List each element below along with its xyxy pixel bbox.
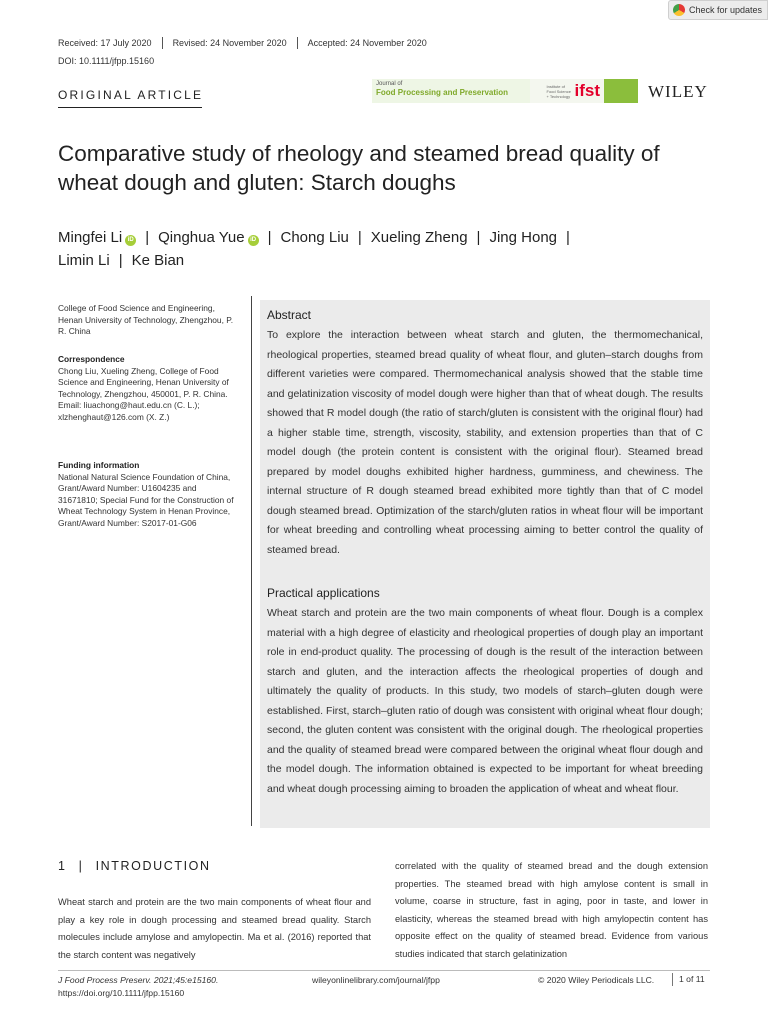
sidebar-divider — [251, 296, 252, 826]
updates-icon — [673, 4, 685, 16]
author-list: Mingfei Li iD | Qinghua Yue iD | Chong Liu | Xueling Zheng | Jing Hong | Limin Li | Ke Bian — [58, 229, 570, 269]
introduction-heading: 1 | INTRODUCTION — [58, 859, 211, 873]
article-type: ORIGINAL ARTICLE — [58, 88, 204, 102]
banner-accent — [604, 79, 638, 103]
footer-citation-block — [58, 974, 218, 1000]
doi: DOI: 10.1111/jfpp.15160 — [58, 56, 155, 66]
section-number: 1 — [58, 859, 67, 873]
abstract-heading: Abstract — [267, 308, 312, 322]
author-name[interactable]: Ke Bian — [131, 252, 185, 269]
article-type-rule — [58, 107, 202, 108]
author-name[interactable]: Limin Li — [58, 252, 110, 269]
intro-right-column: correlated with the quality of steamed bread and the dough extension properties. The steamed bread with high amylose content is small in volume, coarse in structure, fast in aging, poor in taste, and lower in elasticity, whereas the steamed bread with high amylopectin content has opposite effect on the quality of steamed bread. Evidence from various studies indicated that starch gelatinization — [395, 861, 708, 959]
publisher-logo: WILEY — [648, 82, 708, 101]
footer-site-link[interactable]: wileyonlinelibrary.com/journal/jfpp — [312, 975, 440, 985]
author-name[interactable]: Qinghua Yue — [158, 229, 245, 246]
accepted-date: Accepted: 24 November 2020 — [297, 37, 437, 49]
practical-applications-text: Wheat starch and protein are the two main components of wheat flour. Dough is a complex material with a high degree of elasticity and rheological properties of dough play an important role in end-product quality. The processing of dough is the result of the interaction between starch and gluten, and the interaction affects the rheological properties of dough and ultimately the quality of products. In this study, two models of starch–gluten dough were established. First, starch–gluten ratio of dough was consistent with original wheat flour dough; second, the gluten content was consistent with the original dough. The rheological properties and the quality of steamed bread were compared between the original wheat flour dough and the model dough. The information obtained is expected to be important for wheat breeding and wheat dough processing aiming to broaden the application of wheat and wheat flour. — [267, 607, 703, 795]
author-name[interactable]: Jing Hong — [489, 229, 557, 246]
history-dates — [58, 37, 437, 49]
check-for-updates-label: Check for updates — [689, 5, 763, 15]
funding-heading: Funding information — [58, 460, 140, 470]
orcid-icon[interactable]: iD — [248, 235, 259, 246]
journal-of-label: Journal of — [376, 81, 403, 87]
section-title: INTRODUCTION — [95, 859, 211, 873]
correspondence-email[interactable]: Email: liuachong@haut.edu.cn (C. L.); xlzhenghaut@126.com (X. Z.) — [58, 400, 200, 422]
practical-applications-heading: Practical applications — [267, 586, 380, 600]
author-name[interactable]: Xueling Zheng — [370, 229, 468, 246]
correspondence-text: Chong Liu, Xueling Zheng, College of Food Science and Engineering, Henan University of Technology, Zhengzhou, 450001, P. R. China. — [58, 365, 229, 399]
author-name[interactable]: Chong Liu — [280, 229, 349, 246]
footer-citation: J Food Process Preserv. 2021;45:e15160. — [58, 975, 219, 985]
abstract-text: To explore the interaction between wheat starch and gluten, the thermomechanical, rheological properties, steamed bread quality of wheat flour, and gluten–starch doughs from different varieties were compared. Thermomechanical analysis showed that the stable time and gelatinization viscosity of model dough were higher than that of wheat dough. The results showed that R model dough (the ratio of starch/gluten is consistent with the original flour) had a higher stable time, strength, viscosity, stability, and extension properties than that of C model dough (the protein content is consistent with the original flour). Steamed bread prepared by model doughs exhibited higher hardness, gumminess, and chewiness. The internal structure of R dough steamed bread exhibited more tightly than that of C model dough steamed bread. Optimization of the starch/gluten ratios in wheat flour will be important for wheat breeding and controlling wheat processing aiming to better control the quality of steamed bread. — [267, 329, 703, 556]
journal-banner — [372, 79, 638, 103]
revised-date: Revised: 24 November 2020 — [162, 37, 297, 49]
funding-block — [58, 460, 238, 530]
page-number: 1 of 11 — [672, 973, 705, 986]
journal-name: Food Processing and Preservation — [376, 88, 509, 97]
check-for-updates-button[interactable] — [668, 0, 768, 20]
affiliation: College of Food Science and Engineering, Henan University of Technology, Zhengzhou, P. R. China — [58, 303, 234, 337]
footer-doi-link[interactable]: https://doi.org/10.1111/jfpp.15160 — [58, 988, 185, 998]
intro-left-column: Wheat starch and protein are the two main components of wheat flour and play a key role in dough processing and steamed bread quality. Starch molecules include amylose and amylopectin. Ma et al. (2016) reported that the starch content was negatively — [58, 897, 371, 960]
author-name[interactable]: Mingfei Li — [58, 229, 123, 246]
correspondence-heading: Correspondence — [58, 354, 125, 364]
ifst-institute-label: Institute of Food Science + Technology — [546, 83, 571, 99]
paper-title: Comparative study of rheology and steamed bread quality of wheat dough and gluten: Starch doughs — [58, 141, 660, 195]
ifst-wordmark: ifst — [574, 81, 600, 100]
funding-text: National Natural Science Foundation of China, Grant/Award Number: U1604235 and 31671810; Special Fund for the Construction of Wheat Technology System in Henan Province, Grant/Award Number: S2017-01-G06 — [58, 471, 234, 528]
correspondence-block — [58, 354, 238, 424]
received-date: Received: 17 July 2020 — [58, 38, 152, 48]
ifst-logo — [530, 79, 604, 103]
journal-name-block — [372, 79, 530, 103]
footer-copyright: © 2020 Wiley Periodicals LLC. — [538, 975, 655, 985]
orcid-icon[interactable]: iD — [125, 235, 136, 246]
footer-rule — [58, 970, 710, 971]
